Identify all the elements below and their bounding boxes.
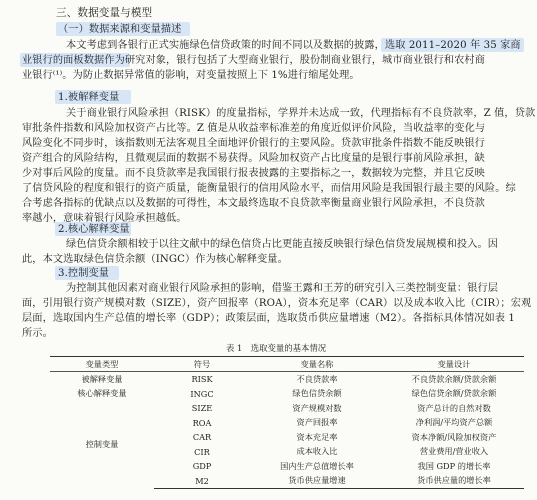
table-caption: 表 1 选取变量的基本情况 (226, 343, 327, 353)
cell-symbol: CAR (192, 432, 212, 443)
paragraph-1-line-3: 业银行⁽¹⁾。为防止数据异常值的影响，对变量按照上下 1%进行缩尾处理。 (22, 70, 360, 81)
cell-design: 资产总计的自然对数 (417, 402, 491, 413)
paragraph-4-line-4: 所示。 (22, 328, 53, 339)
header-variable-design: 变量设计 (384, 357, 524, 372)
cell-symbol: ROA (192, 417, 212, 428)
cell-symbol: GDP (192, 461, 212, 472)
header-variable-name: 变量名称 (250, 357, 384, 372)
cell-design: 我国 GDP 的增长率 (417, 460, 491, 471)
subsection-title: （一）数据来源和变量描述 (58, 24, 182, 35)
cell-symbol: RISK (191, 374, 213, 385)
cell-design: 绿色信贷余额/贷款余额 (411, 388, 497, 399)
cell-name: 绿色信贷余额 (292, 388, 342, 399)
variables-table (50, 356, 524, 489)
cell-type: 被解释变量 (81, 373, 123, 384)
cell-symbol: CIR (194, 446, 210, 457)
table-row (50, 387, 524, 402)
table-header-row (50, 357, 524, 372)
cell-design: 货币供应量的增长率 (384, 474, 524, 489)
paragraph-1-line-1: 本文考虑到各银行正式实施绿色信贷政策的时间不同以及数据的披露，选取 2011–2020 年 35 家商 (66, 40, 521, 51)
header-symbol: 符号 (154, 357, 250, 372)
paragraph-2-line-7: 合考虑各指标的优缺点以及数据的可得性，本文最终选取不良贷款率衡量商业银行风险承担，不良贷款 (22, 198, 485, 209)
paragraph-2-line-5: 少对事后风险的度量。而不良贷款率是我国银行报表披露的主要指标之一，数据较为完整，并且它反映 (22, 168, 485, 179)
heading-core-variable: 2.核心解释变量 (58, 224, 130, 235)
cell-symbol: SIZE (191, 403, 213, 414)
heading-control-variables: 3.控制变量 (58, 268, 110, 279)
section-title: 三、数据变量与模型 (56, 7, 153, 19)
cell-name: 货币供应量增速 (250, 474, 384, 489)
cell-name: 成本收入比 (296, 446, 338, 457)
paragraph-2-line-4: 资产组合的风险结构，且微观层面的数据不易获得。风险加权资产占比度量的是银行事前风险承担，缺 (22, 153, 485, 164)
paragraph-2-line-6: 了信贷风险的程度和银行的资产质量，能衡量银行的信用风险水平，而信用风险是我国银行最主要的风险。综 (22, 183, 516, 194)
paragraph-4-line-2: 面，引用银行资产规模对数（SIZE），资产回报率（ROA），资本充足率（CAR）以及成本收入比（CIR）；宏观 (22, 298, 532, 309)
cell-type: 核心解释变量 (77, 388, 127, 399)
cell-symbol: M2 (154, 474, 250, 489)
cell-design: 资本净额/风险加权资产 (411, 431, 497, 442)
cell-type-control: 控制变量 (85, 439, 119, 450)
paragraph-2-line-1: 关于商业银行风险承担（RISK）的度量指标，学界并未达成一致，代理指标有不良贷款率，Z 值，贷款 (66, 108, 536, 119)
paragraph-2-line-3: 风险变化不同步时，该指数则无法客观且全面地评价银行的主要风险。贷款审批条件指数不能反映银行 (22, 138, 485, 149)
cell-name: 资产回报率 (296, 417, 338, 428)
table-row (50, 372, 524, 387)
header-variable-type: 变量类型 (50, 357, 154, 372)
paragraph-2-line-2: 审批条件指数和风险加权资产占比等。Z 值是从收益率标准差的角度近似评价风险，当收益率的变化与 (22, 123, 486, 134)
paragraph-4-line-3: 层面，选取国内生产总值的增长率（GDP）；政策层面，选取货币供应量增速（M2）。各指标具体情况如表 1 (22, 313, 515, 324)
cell-name: 资产规模对数 (292, 402, 342, 413)
cell-design: 净利润/平均资产总额 (415, 417, 493, 428)
cell-name: 国内生产总值增长率 (280, 460, 354, 471)
paragraph-4-line-1: 为控制其他因素对商业银行风险承担的影响，借鉴王露和王芳的研究引入三类控制变量：银行层 (66, 283, 499, 294)
cell-symbol: INGC (190, 388, 214, 399)
cell-name: 资本充足率 (296, 431, 338, 442)
cell-name: 不良贷款率 (296, 373, 338, 384)
heading-dependent-variable: 1.被解释变量 (58, 92, 120, 103)
paragraph-2-line-8: 率越小，意味着银行风险承担越低。 (22, 213, 187, 224)
cell-design: 营业费用/营业收入 (419, 446, 489, 457)
paragraph-3-line-1: 绿色信贷余额相较于以往文献中的绿色信贷占比更能直接反映银行绿色信贷发展规模和投入。因 (66, 239, 499, 250)
paragraph-1-line-2: 业银行的面板数据作为研究对象，银行包括了大型商业银行，股份制商业银行，城市商业银行和农村商 (22, 55, 485, 66)
table-row (50, 401, 524, 416)
paragraph-3-line-2: 此，本文选取绿色信贷余额（INGC）作为核心解释变量。 (22, 254, 288, 265)
cell-design: 不良贷款余额/贷款余额 (411, 373, 497, 384)
